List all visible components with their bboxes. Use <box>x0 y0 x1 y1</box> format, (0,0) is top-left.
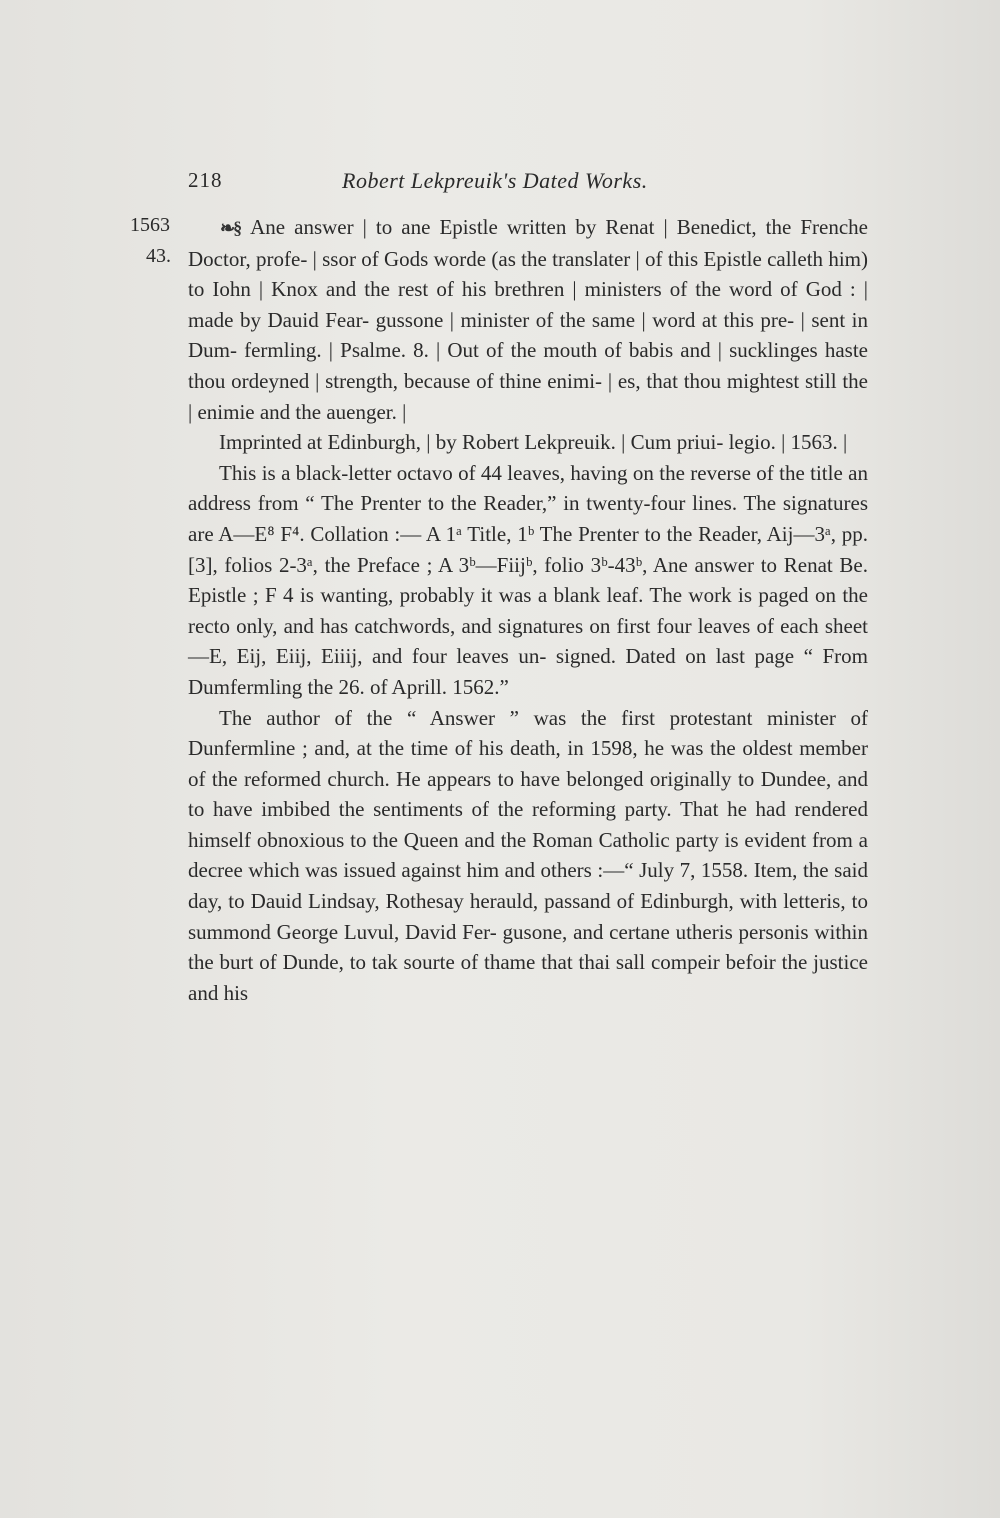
page-header <box>188 168 868 200</box>
commentary-paragraph: The author of the “ Answer ” was the first protestant minister of Dunfermline ; and, at the time of his death, in 1598, he was the oldest member of the reformed church. He appears to have belonged originally to Dundee, and to have imbibed the sentiments of the reforming party. That he had rendered himself obnoxious to the Queen and the Roman Catholic party is evident from a decree which was issued against him and others :—“ July 7, 1558. Item, the said day, to Dauid Lindsay, Rothesay herauld, passand of Edinburgh, with letteris, to summond George Luvul, David Fer- gusone, and certane utheris personis within the burt of Dunde, to tak sourte of thame that thai sall compeir befoir the justice and his <box>188 705 868 1005</box>
running-title: Robert Lekpreuik's Dated Works. <box>342 168 648 193</box>
fleuron-icon: ❧§ <box>220 218 241 238</box>
body-text <box>188 212 868 1008</box>
description-paragraph: This is a black-letter octavo of 44 leaves, having on the reverse of the title an address from “ The Prenter to the Reader,” in twenty-four lines. The signatures are A—E⁸ F⁴. Collation :— A 1ᵃ Title, 1ᵇ The Prenter to the Reader, Aij—3ᵃ, pp. [3], folios 2-3ᵃ, the Preface ; A 3ᵇ—Fiijᵇ, folio 3ᵇ-43ᵇ, Ane answer to Renat Be. Epistle ; F 4 is wanting, probably it was a blank leaf. The work is paged on the recto only, and has catchwords, and signatures on first four leaves of each sheet—E, Eij, Eiij, Eiiij, and four leaves un- signed. Dated on last page “ From Dumfermling the 26. of Aprill. 1562.” <box>188 460 868 699</box>
margin-entry-number: 43. <box>146 245 171 267</box>
entry-title-paragraph <box>188 212 868 427</box>
margin-year: 1563 <box>130 214 170 236</box>
page-number: 218 <box>188 168 223 192</box>
imprint-paragraph: Imprinted at Edinburgh, | by Robert Lekpreuik. | Cum priui- legio. | 1563. | <box>219 430 848 455</box>
entry-title-text: Ane answer | to ane Epistle written by Renat | Benedict, the Frenche Doctor, profe- | ssor of Gods worde (as the translater | of this Epistle calleth him) to Iohn | Knox and the rest of his brethren | ministers of the word of God : | made by Dauid Fear- gussone | minister of the same | word at this pre- | sent in Dum- fermling. | Psalme. 8. | Out of the mouth of babis and | sucklinges haste thou ordeyned | strength, because of thine enimi- | es, that thou mightest still the | enimie and the auenger. | <box>188 215 868 424</box>
